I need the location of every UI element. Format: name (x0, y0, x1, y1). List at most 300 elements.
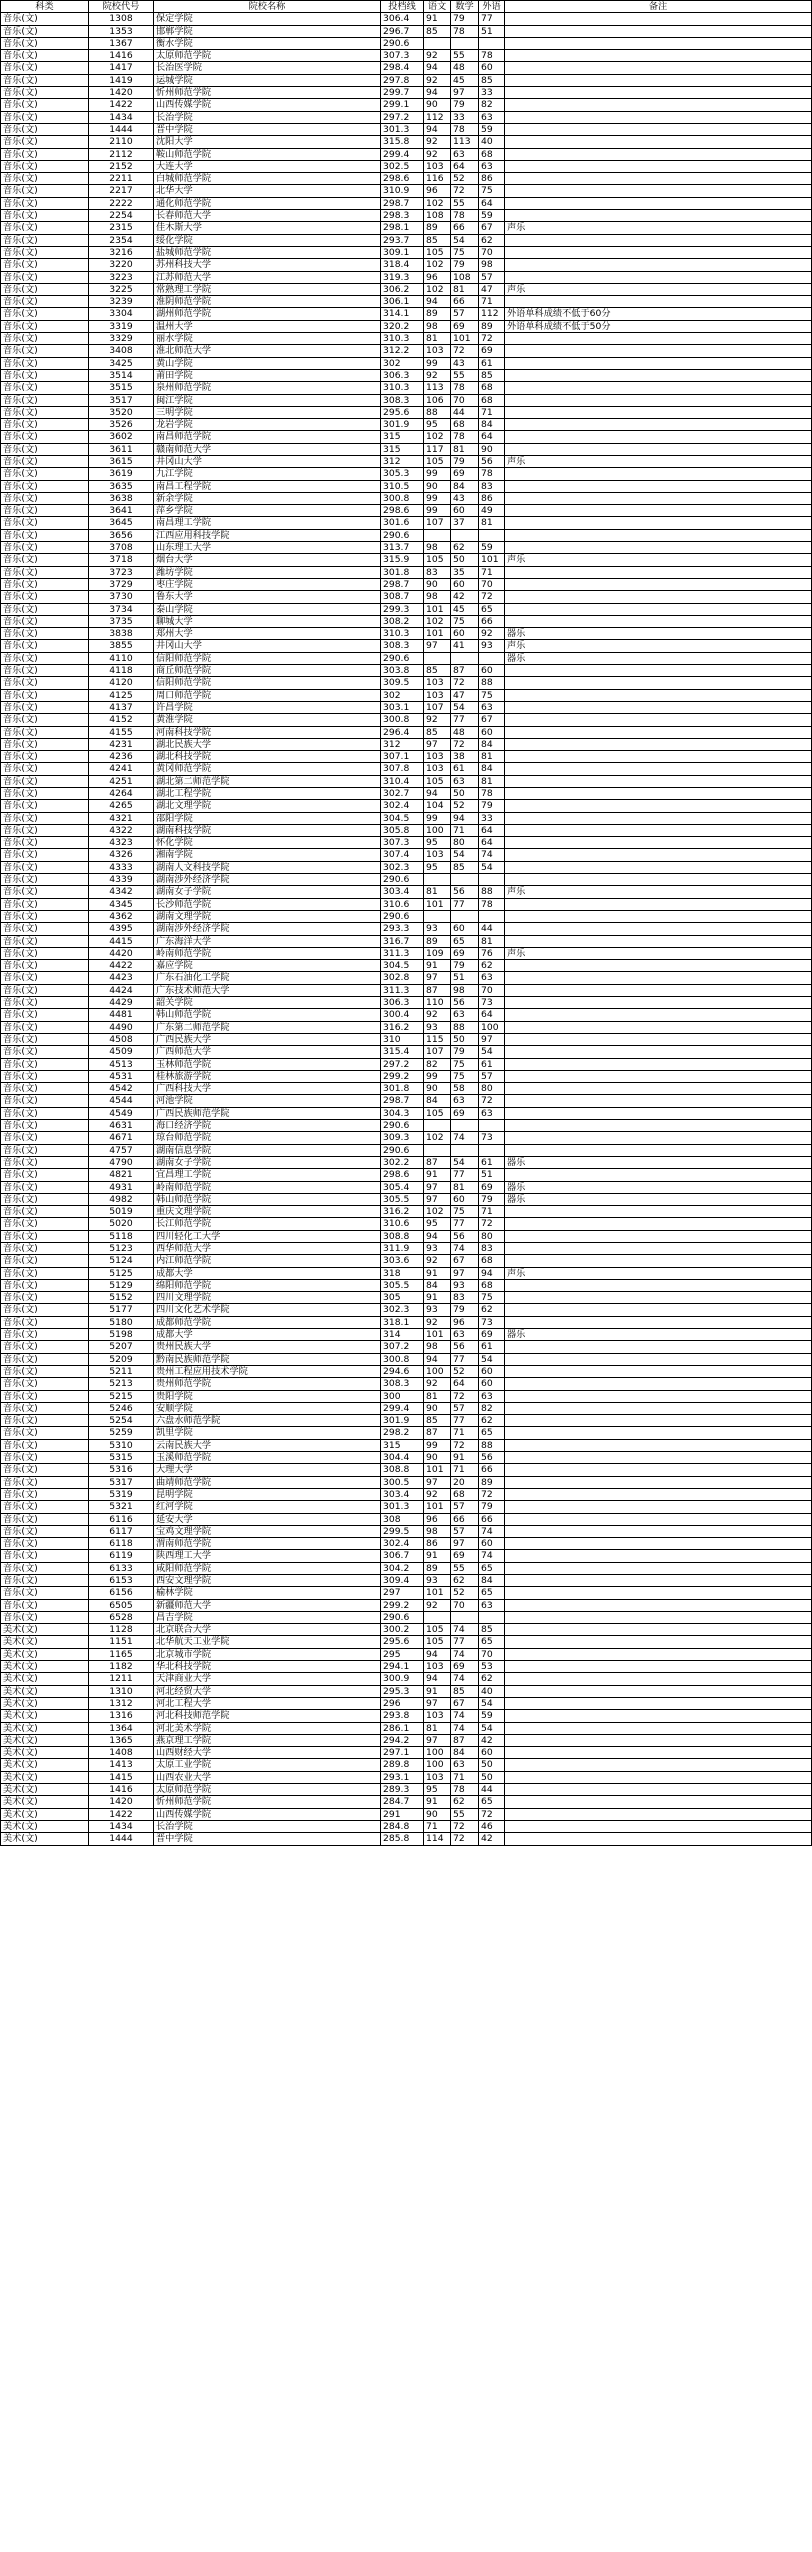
table-row (1, 111, 812, 123)
math-score-cell: 77 (451, 1353, 479, 1365)
foreign-language-cell: 61 (479, 1156, 505, 1168)
table-row (1, 1599, 812, 1611)
math-score-cell: 63 (451, 148, 479, 160)
category-cell: 音乐(文) (1, 1058, 89, 1070)
category-cell: 音乐(文) (1, 1132, 89, 1144)
category-cell: 音乐(文) (1, 1415, 89, 1427)
school-code-cell: 3734 (89, 603, 154, 615)
remarks-cell (505, 1538, 812, 1550)
foreign-language-cell: 90 (479, 443, 505, 455)
school-code-cell: 1408 (89, 1747, 154, 1759)
chinese-score-cell: 103 (424, 677, 451, 689)
foreign-language-cell: 61 (479, 1341, 505, 1353)
remarks-cell (505, 419, 812, 431)
foreign-language-cell (479, 1120, 505, 1132)
cutoff-score-cell: 312.2 (381, 345, 424, 357)
foreign-language-cell: 64 (479, 431, 505, 443)
remarks-cell (505, 1575, 812, 1587)
school-code-cell: 5213 (89, 1378, 154, 1390)
school-code-cell: 3239 (89, 296, 154, 308)
chinese-score-cell: 85 (424, 665, 451, 677)
school-code-cell: 2152 (89, 160, 154, 172)
school-code-cell: 4120 (89, 677, 154, 689)
category-cell: 音乐(文) (1, 960, 89, 972)
category-cell: 音乐(文) (1, 492, 89, 504)
chinese-score-cell: 91 (424, 1550, 451, 1562)
chinese-score-cell: 99 (424, 492, 451, 504)
school-name-cell: 山西农业大学 (154, 1771, 381, 1783)
school-code-cell: 4264 (89, 788, 154, 800)
remarks-cell (505, 1476, 812, 1488)
math-score-cell: 97 (451, 1267, 479, 1279)
school-code-cell: 4155 (89, 726, 154, 738)
school-name-cell: 四川文理学院 (154, 1292, 381, 1304)
foreign-language-cell: 74 (479, 1550, 505, 1562)
category-cell: 音乐(文) (1, 775, 89, 787)
math-score-cell: 52 (451, 173, 479, 185)
header-cutoff-score: 投档线 (381, 1, 424, 13)
category-cell: 音乐(文) (1, 578, 89, 590)
table-row (1, 923, 812, 935)
foreign-language-cell: 75 (479, 689, 505, 701)
remarks-cell (505, 173, 812, 185)
chinese-score-cell: 81 (424, 1722, 451, 1734)
remarks-cell (505, 701, 812, 713)
school-code-cell: 5254 (89, 1415, 154, 1427)
foreign-language-cell: 68 (479, 394, 505, 406)
school-code-cell: 5020 (89, 1218, 154, 1230)
chinese-score-cell: 92 (424, 148, 451, 160)
table-row (1, 1673, 812, 1685)
foreign-language-cell: 101 (479, 554, 505, 566)
remarks-cell (505, 997, 812, 1009)
foreign-language-cell: 73 (479, 997, 505, 1009)
math-score-cell: 79 (451, 13, 479, 25)
remarks-cell (505, 923, 812, 935)
math-score-cell: 56 (451, 1341, 479, 1353)
remarks-cell (505, 394, 812, 406)
school-code-cell: 1365 (89, 1734, 154, 1746)
chinese-score-cell: 95 (424, 861, 451, 873)
chinese-score-cell: 106 (424, 394, 451, 406)
foreign-language-cell: 62 (479, 960, 505, 972)
cutoff-score-cell: 314.1 (381, 308, 424, 320)
school-name-cell: 湖北民族大学 (154, 738, 381, 750)
school-code-cell: 5124 (89, 1255, 154, 1267)
math-score-cell: 78 (451, 431, 479, 443)
chinese-score-cell: 105 (424, 554, 451, 566)
foreign-language-cell: 85 (479, 369, 505, 381)
math-score-cell: 72 (451, 1439, 479, 1451)
cutoff-score-cell: 304.2 (381, 1562, 424, 1574)
school-code-cell: 3329 (89, 333, 154, 345)
school-code-cell: 4395 (89, 923, 154, 935)
cutoff-score-cell: 310.3 (381, 333, 424, 345)
foreign-language-cell: 54 (479, 1697, 505, 1709)
cutoff-score-cell: 312 (381, 455, 424, 467)
school-code-cell: 4333 (89, 861, 154, 873)
school-code-cell: 4429 (89, 997, 154, 1009)
school-name-cell: 山东理工大学 (154, 542, 381, 554)
cutoff-score-cell: 308.3 (381, 640, 424, 652)
cutoff-score-cell: 296 (381, 1697, 424, 1709)
cutoff-score-cell: 290.6 (381, 874, 424, 886)
category-cell: 美术(文) (1, 1636, 89, 1648)
table-row (1, 1648, 812, 1660)
chinese-score-cell: 100 (424, 824, 451, 836)
math-score-cell: 68 (451, 1488, 479, 1500)
category-cell: 音乐(文) (1, 701, 89, 713)
school-code-cell: 1211 (89, 1673, 154, 1685)
foreign-language-cell: 57 (479, 1070, 505, 1082)
remarks-cell (505, 1242, 812, 1254)
school-code-cell: 3619 (89, 468, 154, 480)
cutoff-score-cell: 295 (381, 1648, 424, 1660)
math-score-cell: 113 (451, 136, 479, 148)
math-score-cell: 74 (451, 1710, 479, 1722)
remarks-cell (505, 1734, 812, 1746)
foreign-language-cell: 78 (479, 50, 505, 62)
school-name-cell: 广西民族师范学院 (154, 1107, 381, 1119)
cutoff-score-cell: 307.2 (381, 1341, 424, 1353)
cutoff-score-cell: 299.7 (381, 87, 424, 99)
school-name-cell: 大理大学 (154, 1464, 381, 1476)
foreign-language-cell: 50 (479, 1771, 505, 1783)
cutoff-score-cell: 297.2 (381, 111, 424, 123)
math-score-cell: 75 (451, 615, 479, 627)
school-name-cell: 邯郸学院 (154, 25, 381, 37)
category-cell: 音乐(文) (1, 1120, 89, 1132)
chinese-score-cell: 97 (424, 1734, 451, 1746)
chinese-score-cell: 107 (424, 517, 451, 529)
category-cell: 音乐(文) (1, 308, 89, 320)
math-score-cell: 38 (451, 751, 479, 763)
school-code-cell: 3645 (89, 517, 154, 529)
school-name-cell: 云南民族大学 (154, 1439, 381, 1451)
remarks-cell (505, 123, 812, 135)
math-score-cell: 62 (451, 1796, 479, 1808)
school-name-cell: 河北美术学院 (154, 1722, 381, 1734)
table-row (1, 443, 812, 455)
remarks-cell: 声乐 (505, 283, 812, 295)
cutoff-score-cell: 299.2 (381, 1070, 424, 1082)
foreign-language-cell: 63 (479, 972, 505, 984)
foreign-language-cell (479, 652, 505, 664)
foreign-language-cell: 66 (479, 1513, 505, 1525)
foreign-language-cell: 89 (479, 320, 505, 332)
school-name-cell: 长沙师范学院 (154, 898, 381, 910)
foreign-language-cell: 79 (479, 800, 505, 812)
cutoff-score-cell: 298.7 (381, 1095, 424, 1107)
math-score-cell: 44 (451, 406, 479, 418)
chinese-score-cell: 97 (424, 1181, 451, 1193)
header-math: 数学 (451, 1, 479, 13)
category-cell: 音乐(文) (1, 837, 89, 849)
cutoff-score-cell: 310.3 (381, 382, 424, 394)
remarks-cell (505, 13, 812, 25)
chinese-score-cell: 90 (424, 1452, 451, 1464)
school-code-cell: 4118 (89, 665, 154, 677)
cutoff-score-cell: 301.3 (381, 123, 424, 135)
cutoff-score-cell: 294.6 (381, 1365, 424, 1377)
category-cell: 音乐(文) (1, 320, 89, 332)
chinese-score-cell: 87 (424, 1427, 451, 1439)
table-row (1, 603, 812, 615)
school-code-cell: 3729 (89, 578, 154, 590)
school-code-cell: 5180 (89, 1316, 154, 1328)
cutoff-score-cell: 307.4 (381, 849, 424, 861)
foreign-language-cell: 60 (479, 1365, 505, 1377)
chinese-score-cell: 93 (424, 1304, 451, 1316)
school-code-cell: 1444 (89, 1833, 154, 1845)
cutoff-score-cell: 313.7 (381, 542, 424, 554)
chinese-score-cell: 92 (424, 1255, 451, 1267)
cutoff-score-cell: 302.3 (381, 861, 424, 873)
chinese-score-cell: 90 (424, 1083, 451, 1095)
school-code-cell: 3838 (89, 628, 154, 640)
math-score-cell: 54 (451, 701, 479, 713)
school-name-cell: 保定学院 (154, 13, 381, 25)
chinese-score-cell: 90 (424, 1808, 451, 1820)
category-cell: 美术(文) (1, 1648, 89, 1660)
chinese-score-cell: 105 (424, 1107, 451, 1119)
foreign-language-cell: 62 (479, 1415, 505, 1427)
remarks-cell (505, 1083, 812, 1095)
cutoff-score-cell: 302.5 (381, 160, 424, 172)
cutoff-score-cell: 305.5 (381, 1279, 424, 1291)
math-score-cell: 85 (451, 861, 479, 873)
remarks-cell (505, 1599, 812, 1611)
school-code-cell: 5152 (89, 1292, 154, 1304)
chinese-score-cell: 86 (424, 1538, 451, 1550)
category-cell: 音乐(文) (1, 886, 89, 898)
cutoff-score-cell: 297 (381, 1587, 424, 1599)
foreign-language-cell: 100 (479, 1021, 505, 1033)
table-row (1, 665, 812, 677)
cutoff-score-cell: 299.1 (381, 99, 424, 111)
foreign-language-cell: 63 (479, 701, 505, 713)
table-row (1, 1353, 812, 1365)
table-row (1, 25, 812, 37)
remarks-cell (505, 1784, 812, 1796)
math-score-cell: 69 (451, 1661, 479, 1673)
table-row (1, 1611, 812, 1623)
chinese-score-cell: 103 (424, 751, 451, 763)
math-score-cell: 79 (451, 1304, 479, 1316)
cutoff-score-cell: 284.7 (381, 1796, 424, 1808)
category-cell: 音乐(文) (1, 628, 89, 640)
school-name-cell: 西华师范大学 (154, 1242, 381, 1254)
chinese-score-cell: 102 (424, 259, 451, 271)
chinese-score-cell: 89 (424, 935, 451, 947)
category-cell: 音乐(文) (1, 1144, 89, 1156)
foreign-language-cell: 63 (479, 160, 505, 172)
category-cell: 音乐(文) (1, 296, 89, 308)
category-cell: 美术(文) (1, 1784, 89, 1796)
cutoff-score-cell: 301.6 (381, 517, 424, 529)
foreign-language-cell: 78 (479, 898, 505, 910)
foreign-language-cell: 44 (479, 1784, 505, 1796)
school-name-cell: 邵阳学院 (154, 812, 381, 824)
chinese-score-cell: 85 (424, 234, 451, 246)
table-row (1, 972, 812, 984)
chinese-score-cell: 102 (424, 1132, 451, 1144)
foreign-language-cell: 70 (479, 578, 505, 590)
header-category: 科类 (1, 1, 89, 13)
school-name-cell: 六盘水师范学院 (154, 1415, 381, 1427)
chinese-score-cell: 117 (424, 443, 451, 455)
foreign-language-cell (479, 1611, 505, 1623)
chinese-score-cell: 94 (424, 1673, 451, 1685)
chinese-score-cell: 81 (424, 1390, 451, 1402)
cutoff-score-cell: 299.2 (381, 1599, 424, 1611)
remarks-cell (505, 812, 812, 824)
school-code-cell: 5125 (89, 1267, 154, 1279)
remarks-cell: 器乐 (505, 628, 812, 640)
school-name-cell: 西安文理学院 (154, 1575, 381, 1587)
category-cell: 音乐(文) (1, 1255, 89, 1267)
foreign-language-cell (479, 37, 505, 49)
school-name-cell: 长江师范学院 (154, 1218, 381, 1230)
school-name-cell: 贵州师范学院 (154, 1378, 381, 1390)
foreign-language-cell: 64 (479, 1009, 505, 1021)
category-cell: 音乐(文) (1, 234, 89, 246)
chinese-score-cell: 103 (424, 345, 451, 357)
remarks-cell (505, 1464, 812, 1476)
school-name-cell: 井冈山大学 (154, 455, 381, 467)
table-row (1, 210, 812, 222)
math-score-cell: 69 (451, 320, 479, 332)
chinese-score-cell: 94 (424, 1230, 451, 1242)
math-score-cell: 48 (451, 62, 479, 74)
cutoff-score-cell: 290.6 (381, 37, 424, 49)
math-score-cell: 58 (451, 1083, 479, 1095)
header-school-name: 院校名称 (154, 1, 381, 13)
school-code-cell: 4513 (89, 1058, 154, 1070)
category-cell: 音乐(文) (1, 455, 89, 467)
cutoff-score-cell: 301.8 (381, 566, 424, 578)
table-row (1, 1624, 812, 1636)
remarks-cell: 声乐 (505, 554, 812, 566)
cutoff-score-cell: 300.5 (381, 1476, 424, 1488)
foreign-language-cell: 81 (479, 517, 505, 529)
school-name-cell: 绵阳师范学院 (154, 1279, 381, 1291)
chinese-score-cell: 97 (424, 640, 451, 652)
math-score-cell: 72 (451, 345, 479, 357)
category-cell: 音乐(文) (1, 1599, 89, 1611)
foreign-language-cell: 40 (479, 136, 505, 148)
category-cell: 美术(文) (1, 1624, 89, 1636)
table-row (1, 1255, 812, 1267)
remarks-cell (505, 542, 812, 554)
math-score-cell: 75 (451, 1070, 479, 1082)
category-cell: 音乐(文) (1, 1033, 89, 1045)
category-cell: 音乐(文) (1, 898, 89, 910)
table-row (1, 431, 812, 443)
table-row (1, 1808, 812, 1820)
school-code-cell: 3615 (89, 455, 154, 467)
school-code-cell: 4362 (89, 910, 154, 922)
school-name-cell: 广西科技大学 (154, 1083, 381, 1095)
category-cell: 音乐(文) (1, 1439, 89, 1451)
school-name-cell: 安顺学院 (154, 1402, 381, 1414)
school-code-cell: 1182 (89, 1661, 154, 1673)
school-name-cell: 龙岩学院 (154, 419, 381, 431)
foreign-language-cell: 68 (479, 382, 505, 394)
cutoff-score-cell: 319.3 (381, 271, 424, 283)
school-name-cell: 成都大学 (154, 1267, 381, 1279)
foreign-language-cell: 86 (479, 492, 505, 504)
chinese-score-cell: 94 (424, 62, 451, 74)
category-cell: 音乐(文) (1, 382, 89, 394)
foreign-language-cell: 40 (479, 1685, 505, 1697)
remarks-cell (505, 1206, 812, 1218)
remarks-cell (505, 1661, 812, 1673)
chinese-score-cell: 105 (424, 1636, 451, 1648)
foreign-language-cell: 85 (479, 74, 505, 86)
school-code-cell: 2211 (89, 173, 154, 185)
table-row (1, 1796, 812, 1808)
table-row (1, 910, 812, 922)
remarks-cell (505, 185, 812, 197)
remarks-cell (505, 849, 812, 861)
table-row (1, 1120, 812, 1132)
school-code-cell: 4790 (89, 1156, 154, 1168)
remarks-cell (505, 443, 812, 455)
school-name-cell: 商丘师范学院 (154, 665, 381, 677)
math-score-cell: 64 (451, 1378, 479, 1390)
school-code-cell: 3408 (89, 345, 154, 357)
remarks-cell (505, 1390, 812, 1402)
school-name-cell: 黄山学院 (154, 357, 381, 369)
math-score-cell: 72 (451, 1833, 479, 1845)
school-name-cell: 重庆文理学院 (154, 1206, 381, 1218)
chinese-score-cell: 110 (424, 997, 451, 1009)
category-cell: 音乐(文) (1, 726, 89, 738)
math-score-cell: 35 (451, 566, 479, 578)
table-row (1, 1218, 812, 1230)
school-name-cell: 内江师范学院 (154, 1255, 381, 1267)
cutoff-score-cell: 305.3 (381, 468, 424, 480)
table-row (1, 1267, 812, 1279)
remarks-cell (505, 25, 812, 37)
cutoff-score-cell: 312 (381, 738, 424, 750)
chinese-score-cell: 85 (424, 1415, 451, 1427)
category-cell: 音乐(文) (1, 1427, 89, 1439)
school-name-cell: 苏州科技大学 (154, 259, 381, 271)
chinese-score-cell: 98 (424, 1341, 451, 1353)
math-score-cell: 42 (451, 591, 479, 603)
remarks-cell (505, 898, 812, 910)
remarks-cell: 声乐 (505, 947, 812, 959)
foreign-language-cell: 72 (479, 1488, 505, 1500)
remarks-cell (505, 1488, 812, 1500)
category-cell: 美术(文) (1, 1771, 89, 1783)
foreign-language-cell: 69 (479, 345, 505, 357)
school-name-cell: 萍乡学院 (154, 505, 381, 517)
category-cell: 音乐(文) (1, 603, 89, 615)
chinese-score-cell: 99 (424, 357, 451, 369)
category-cell: 音乐(文) (1, 788, 89, 800)
school-name-cell: 郑州大学 (154, 628, 381, 640)
math-score-cell: 63 (451, 1329, 479, 1341)
cutoff-score-cell: 290.6 (381, 1120, 424, 1132)
table-row (1, 1562, 812, 1574)
chinese-score-cell: 90 (424, 99, 451, 111)
cutoff-score-cell: 301.9 (381, 1415, 424, 1427)
chinese-score-cell: 95 (424, 1218, 451, 1230)
school-name-cell: 许昌学院 (154, 701, 381, 713)
